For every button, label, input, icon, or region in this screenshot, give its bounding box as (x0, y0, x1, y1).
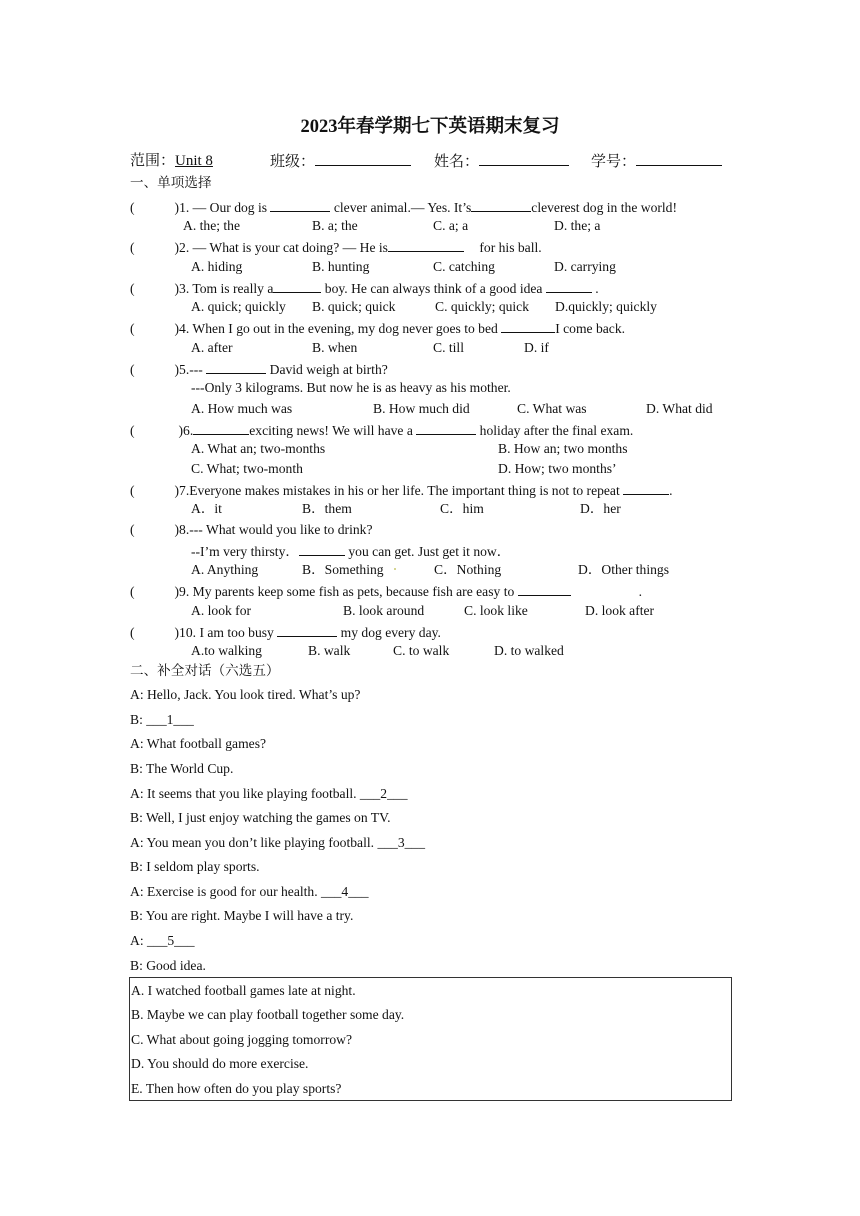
q6-option-c[interactable]: C. What; two-month (191, 461, 303, 476)
dialogue-option-e[interactable]: E. Then how often do you play sports? (131, 1081, 342, 1096)
dialogue-line: B: The World Cup. (130, 761, 234, 776)
number-blank[interactable] (636, 152, 722, 166)
q8-answer-line: --I’m very thirsty． you can get. Just get it now． (191, 544, 511, 559)
q3-option-d[interactable]: D.quickly; quickly (555, 299, 657, 314)
question-2: ( )2. — What is your cat doing? — He is for his ball. (130, 240, 542, 255)
q4-option-d[interactable]: D. if (524, 340, 549, 355)
q9-option-b[interactable]: B. look around (343, 603, 425, 618)
q5-option-b[interactable]: B. How much did (373, 401, 470, 416)
q9-option-a[interactable]: A. look for (191, 603, 252, 618)
name-blank[interactable] (479, 152, 569, 166)
dialogue-line: A: It seems that you like playing football. ___2___ (130, 786, 408, 801)
q6-option-d[interactable]: D. How; two months’ (498, 461, 617, 476)
q2-option-d[interactable]: D. carrying (554, 259, 616, 274)
q10-option-d[interactable]: D. to walked (494, 643, 564, 658)
q7-option-b[interactable]: B．them (302, 501, 352, 516)
dialogue-line: A: What football games? (130, 736, 267, 751)
q8-option-a[interactable]: A. Anything (191, 562, 259, 577)
q1-option-a[interactable]: A. the; the (183, 218, 241, 233)
q8-option-b[interactable]: B．Something (302, 562, 384, 577)
q7-blank[interactable] (623, 481, 669, 495)
q3-blank-1[interactable] (273, 279, 321, 293)
q4-option-a[interactable]: A. after (191, 340, 233, 355)
dialogue-line: A: You mean you don’t like playing football. ___3___ (130, 835, 426, 850)
q8-blank[interactable] (299, 542, 345, 556)
dialogue-line: A: ___5___ (130, 933, 195, 948)
q5-option-d[interactable]: D. What did (646, 401, 713, 416)
q3-option-b[interactable]: B. quick; quick (312, 299, 396, 314)
name-field (434, 152, 569, 171)
class-blank[interactable] (315, 152, 411, 166)
q6-blank-2[interactable] (416, 421, 476, 435)
q10-blank[interactable] (277, 623, 337, 637)
q8-option-c[interactable]: C．Nothing (434, 562, 502, 577)
q6-option-a[interactable]: A. What an; two-months (191, 441, 326, 456)
question-4: ( )4. When I go out in the evening, my dog never goes to bed I come back. (130, 321, 626, 336)
q9-option-c[interactable]: C. look like (464, 603, 528, 618)
dialogue-line: B: You are right. Maybe I will have a try. (130, 908, 354, 923)
q4-option-b[interactable]: B. when (312, 340, 358, 355)
q2-option-c[interactable]: C. catching (433, 259, 495, 274)
section-2-heading: 二、补全对话（六选五） (130, 663, 280, 678)
q7-option-d[interactable]: D．her (580, 501, 621, 516)
q10-option-c[interactable]: C. to walk (393, 643, 450, 658)
q1-option-b[interactable]: B. a; the (312, 218, 358, 233)
q7-option-c[interactable]: C．him (440, 501, 484, 516)
q5-option-c[interactable]: C. What was (517, 401, 587, 416)
q1-option-d[interactable]: D. the; a (554, 218, 601, 233)
question-5: ( )5.--- David weigh at birth? (130, 362, 388, 377)
question-8: ( )8.--- What would you like to drink? (130, 522, 373, 537)
dialogue-line: B: ___1___ (130, 712, 194, 727)
class-field (270, 152, 411, 171)
dialogue-line: A: Exercise is good for our health. ___4___ (130, 884, 369, 899)
question-10: ( )10. I am too busy my dog every day. (130, 625, 441, 640)
q2-option-a[interactable]: A. hiding (191, 259, 243, 274)
q2-option-b[interactable]: B. hunting (312, 259, 370, 274)
range-field (130, 152, 213, 170)
dialogue-line: B: I seldom play sports. (130, 859, 260, 874)
question-1: ( )1. — Our dog is clever animal.— Yes. It’s cleverest dog in the world! (130, 200, 677, 215)
q2-blank[interactable] (388, 238, 464, 252)
question-7: ( )7.Everyone makes mistakes in his or her life. The important thing is not to repeat . (130, 483, 673, 498)
q1-blank-2[interactable] (471, 198, 531, 212)
dialogue-option-d[interactable]: D. You should do more exercise. (131, 1056, 309, 1071)
q5-option-a[interactable]: A. How much was (191, 401, 293, 416)
q10-option-a[interactable]: A.to walking (191, 643, 262, 658)
q10-option-b[interactable]: B. walk (308, 643, 351, 658)
dialogue-line: B: Good idea. (130, 958, 206, 973)
question-9: ( )9. My parents keep some fish as pets, because fish are easy to . (130, 584, 643, 599)
stray-dot (394, 568, 396, 570)
name-label: 姓名： (434, 154, 480, 170)
question-6: ( )6. exciting news! We will have a holiday after the final exam. (130, 423, 634, 438)
q6-blank-1[interactable] (193, 421, 249, 435)
dialogue-line: B: Well, I just enjoy watching the games on TV. (130, 810, 391, 825)
q1-blank-1[interactable] (270, 198, 330, 212)
dialogue-option-b[interactable]: B. Maybe we can play football together some day. (131, 1007, 405, 1022)
class-label: 班级： (270, 154, 316, 170)
range-value: Unit 8 (175, 153, 213, 169)
q3-option-c[interactable]: C. quickly; quick (435, 299, 530, 314)
q3-blank-2[interactable] (546, 279, 592, 293)
q4-blank[interactable] (501, 319, 555, 333)
q6-option-b[interactable]: B. How an; two months (498, 441, 628, 456)
q8-option-d[interactable]: D．Other things (578, 562, 669, 577)
range-label: 范围： (130, 153, 176, 169)
q9-option-d[interactable]: D. look after (585, 603, 655, 618)
number-label: 学号： (591, 154, 637, 170)
q9-blank[interactable] (518, 582, 571, 596)
page-title: 2023年春学期七下英语期末复习 (300, 117, 560, 137)
q5-blank[interactable] (206, 360, 266, 374)
q5-answer-line: ---Only 3 kilograms. But now he is as heavy as his mother. (191, 380, 511, 395)
q7-option-a[interactable]: A．it (191, 501, 222, 516)
section-1-heading: 一、单项选择 (130, 175, 212, 190)
q1-option-c[interactable]: C. a; a (433, 218, 469, 233)
question-3: ( )3. Tom is really a boy. He can always think of a good idea . (130, 281, 599, 296)
q3-option-a[interactable]: A. quick; quickly (191, 299, 286, 314)
dialogue-option-a[interactable]: A. I watched football games late at night. (131, 983, 356, 998)
dialogue-line: A: Hello, Jack. You look tired. What’s up? (130, 687, 361, 702)
q4-option-c[interactable]: C. till (433, 340, 464, 355)
dialogue-option-c[interactable]: C. What about going jogging tomorrow? (131, 1032, 352, 1047)
number-field (591, 152, 722, 171)
